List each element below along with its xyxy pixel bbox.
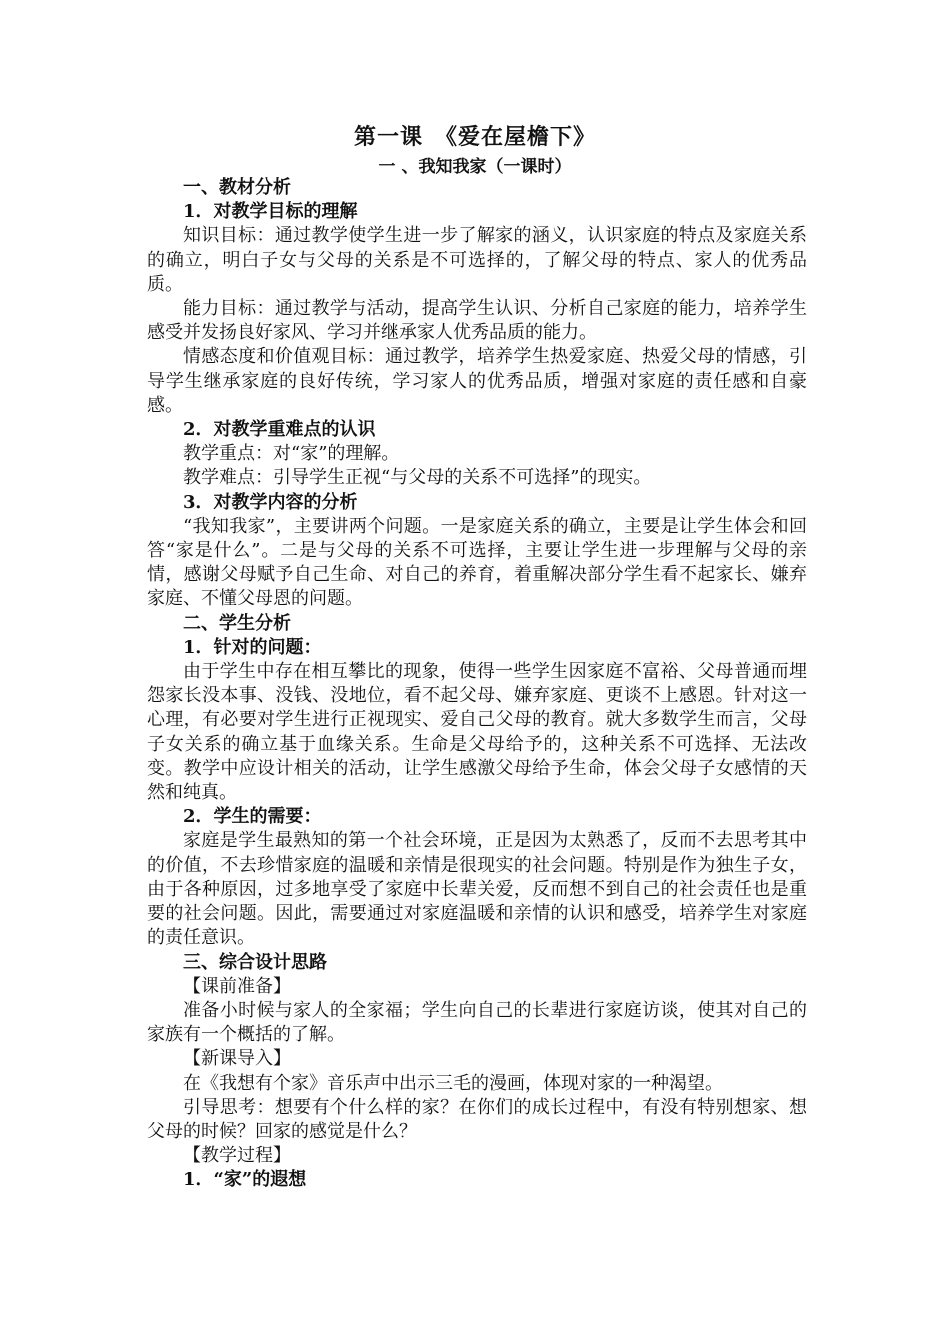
section-heading: 一、教材分析	[183, 177, 291, 198]
subsection-heading: 3．对教学内容的分析	[183, 491, 358, 513]
bracket-tag: 【新课导入】	[183, 1048, 291, 1070]
subsection-heading: 1．“家”的遐想	[183, 1169, 307, 1191]
paragraph: 在《我想有个家》音乐声中出示三毛的漫画，体现对家的一种渴望。	[183, 1072, 723, 1094]
paragraph: “我知我家”，主要讲两个问题。一是家庭关系的确立，主要是让学生体会和回答“家是什么”。二是与父母的关系不可选择，主要让学生进一步理解与父母的亲情，感谢父母赋予自己生命、对自己的养育，着重解决部分学生看不起家长、嫌弃家庭、不懂父母恩的问题。	[147, 515, 807, 610]
paragraph: 能力目标：通过教学与活动，提高学生认识、分析自己家庭的能力，培养学生感受并发扬良好家风、学习并继承家人优秀品质的能力。	[147, 298, 807, 344]
lesson-subtitle: 一 、我知我家（一课时）	[378, 157, 572, 177]
paragraph: 教学难点：引导学生正视“与父母的关系不可选择”的现实。	[183, 467, 652, 489]
paragraph: 教学重点：对“家”的理解。	[183, 443, 400, 465]
paragraph: 准备小时候与家人的全家福；学生向自己的长辈进行家庭访谈，使其对自己的家族有一个概括的了解。	[147, 999, 807, 1046]
bracket-tag: 【教学过程】	[183, 1145, 291, 1167]
subsection-heading: 1．对教学目标的理解	[183, 201, 358, 223]
paragraph: 情感态度和价值观目标：通过教学，培养学生热爱家庭、热爱父母的情感，引导学生继承家庭的良好传统，学习家人的优秀品质，增强对家庭的责任感和自豪感。	[147, 346, 807, 416]
lesson-title: 第一课 《爱在屋檐下》	[353, 124, 596, 150]
subsection-heading: 2．对教学重难点的认识	[183, 419, 376, 441]
section-heading: 三、综合设计思路	[183, 951, 327, 973]
paragraph: 由于学生中存在相互攀比的现象，使得一些学生因家庭不富裕、父母普通而埋怨家长没本事、没钱、没地位，看不起父母、嫌弃家庭、更谈不上感恩。针对这一心理，有必要对学生进行正视现实、爱自己父母的教育。就大多数学生而言，父母子女关系的确立基于血缘关系。生命是父母给予的，这种关系不可选择、无法改变。教学中应设计相关的活动，让学生感激父母给予生命，体会父母子女感情的天然和纯真。	[147, 661, 807, 804]
document-body	[147, 176, 807, 1193]
paragraph: 知识目标：通过教学使学生进一步了解家的涵义，认识家庭的特点及家庭关系的确立，明白子女与父母的关系是不可选择的，了解父母的特点、家人的优秀品质。	[147, 225, 807, 295]
paragraph: 引导思考：想要有个什么样的家？在你们的成长过程中，有没有特别想家、想父母的时候？回家的感觉是什么？	[147, 1096, 807, 1142]
bracket-tag: 【课前准备】	[183, 975, 291, 997]
paragraph: 家庭是学生最熟知的第一个社会环境，正是因为太熟悉了，反而不去思考其中的价值，不去珍惜家庭的温暖和亲情是很现实的社会问题。特别是作为独生子女，由于各种原因，过多地享受了家庭中长辈关爱，反而想不到自己的社会责任也是重要的社会问题。因此，需要通过对家庭温暖和亲情的认识和感受，培养学生对家庭的责任意识。	[147, 830, 807, 949]
subsection-heading: 2．学生的需要：	[183, 806, 322, 828]
section-heading: 二、学生分析	[183, 612, 291, 634]
subsection-heading: 1．针对的问题：	[183, 636, 322, 658]
